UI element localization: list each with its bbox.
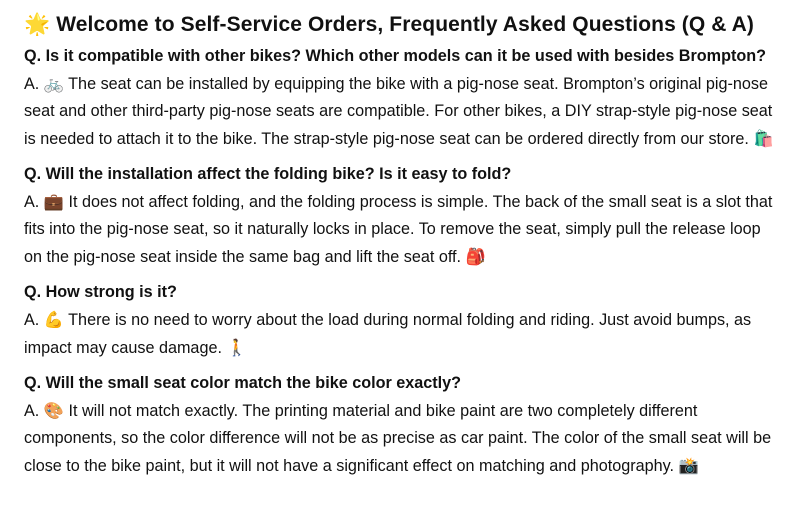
faq-question: Q. How strong is it? xyxy=(24,283,177,301)
answer-prefix: A. xyxy=(24,193,40,211)
answer-text: It will not match exactly. The printing material and bike paint are two completely different components, so the color difference will not be as precise as car paint. The color of the small seat will be close to the bike paint, but it will not have a significant effect on matching and photography. xyxy=(24,402,772,475)
faq-question: Q. Is it compatible with other bikes? Which other models can it be used with besides Brompton? xyxy=(24,47,767,65)
camera-icon: 📸 xyxy=(678,456,699,475)
faq-answer xyxy=(24,188,778,271)
answer-prefix: A. xyxy=(24,75,40,93)
answer-prefix: A. xyxy=(24,402,40,420)
faq-item-folding xyxy=(24,161,778,271)
faq-item-color xyxy=(24,370,778,480)
shopping-bags-icon: 🛍️ xyxy=(753,129,774,148)
palette-icon: 🎨 xyxy=(43,401,64,420)
answer-prefix: A. xyxy=(24,311,40,329)
walking-person-icon: 🚶 xyxy=(226,338,247,357)
faq-answer xyxy=(24,70,778,153)
answer-text: There is no need to worry about the load during normal folding and riding. Just avoid bumps, as impact may cause damage. xyxy=(24,311,752,357)
page-title-text: Welcome to Self-Service Orders, Frequently Asked Questions (Q & A) xyxy=(56,13,755,36)
bicycle-icon: 🚲 xyxy=(43,74,64,93)
flexed-biceps-icon: 💪 xyxy=(43,310,64,329)
faq-item-compatibility xyxy=(24,43,778,153)
page-title xyxy=(24,8,778,41)
answer-text: It does not affect folding, and the folding process is simple. The back of the small seat is a slot that fits into the pig-nose seat, so it naturally locks in place. To remove the seat, simply pull the release loop on the pig-nose seat inside the same bag and lift the seat off. xyxy=(24,193,773,266)
faq-question: Q. Will the installation affect the folding bike? Is it easy to fold? xyxy=(24,165,512,183)
faq-item-strength xyxy=(24,279,778,362)
faq-answer xyxy=(24,397,778,480)
briefcase-icon: 💼 xyxy=(43,192,64,211)
answer-text: The seat can be installed by equipping the bike with a pig-nose seat. Brompton’s original pig-nose seat and other third-party pig-nose seats are compatible. For other bikes, a DIY strap-style pig-nose seat is needed to attach it to the bike. The strap-style pig-nose seat can be ordered directly from our store. xyxy=(24,75,773,148)
faq-question: Q. Will the small seat color match the bike color exactly? xyxy=(24,374,462,392)
backpack-icon: 🎒 xyxy=(465,247,486,266)
star-icon: 🌟 xyxy=(24,12,51,36)
faq-answer xyxy=(24,306,778,362)
